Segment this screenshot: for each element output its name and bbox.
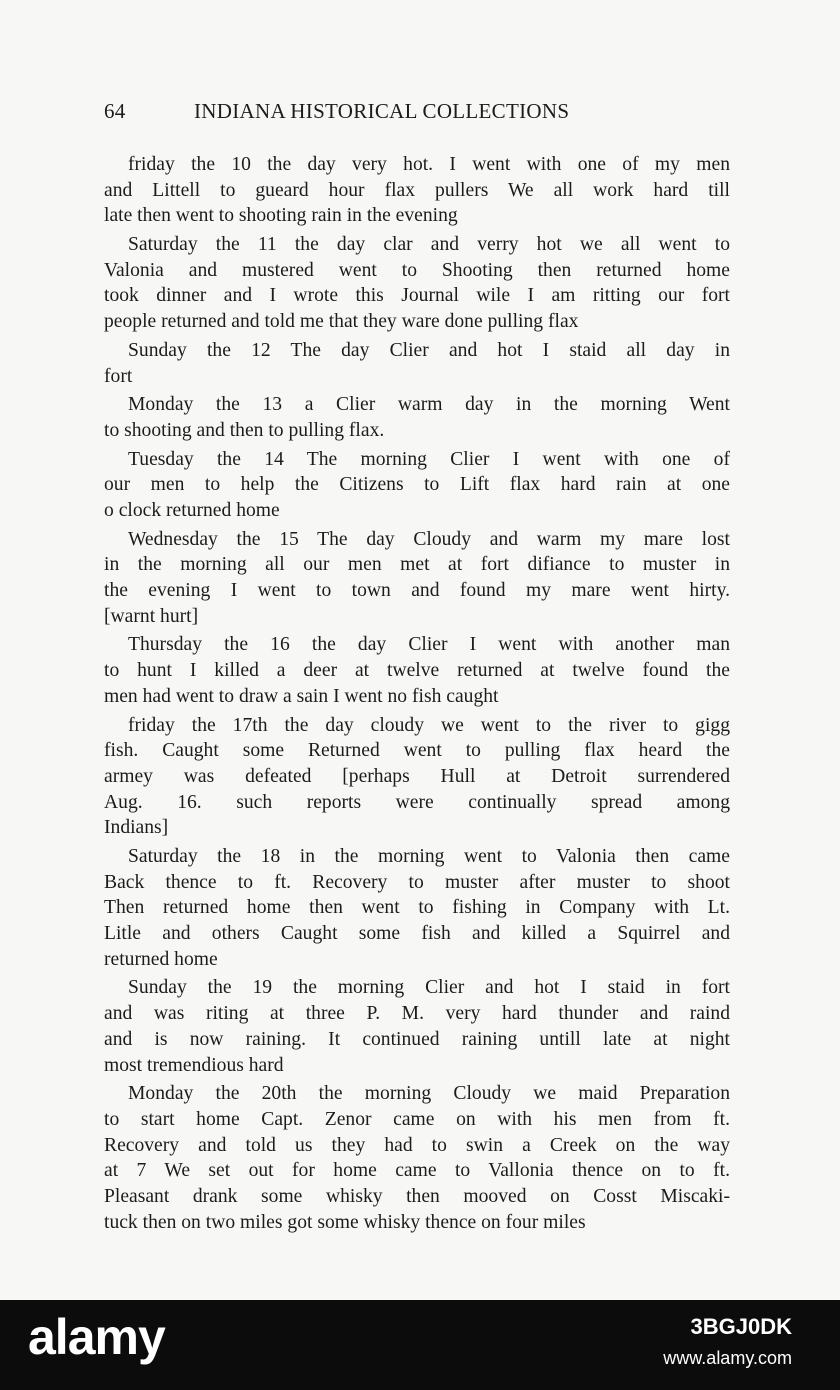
- text-line: returned home: [104, 948, 218, 970]
- text-line: Aug. 16. such reports were continually spread among: [104, 791, 730, 813]
- text-line: Recovery and told us they had to swin a Creek on the way: [104, 1134, 730, 1156]
- text-line: to hunt I killed a deer at twelve returned at twelve found the: [104, 660, 730, 682]
- journal-paragraph: [104, 844, 730, 972]
- stock-watermark-bar: [0, 1300, 840, 1390]
- page-number: 64: [104, 99, 126, 123]
- text-line: Monday the 20th the morning Cloudy we maid Preparation: [128, 1083, 730, 1105]
- text-line: to start home Capt. Zenor came on with his men from ft.: [104, 1108, 730, 1130]
- journal-paragraph: [104, 1081, 730, 1235]
- journal-paragraph: [104, 447, 730, 524]
- text-line: Wednesday the 15 The day Cloudy and warm my mare lost: [128, 528, 730, 550]
- journal-paragraph: [104, 338, 730, 389]
- text-line: late then went to shooting rain in the evening: [104, 205, 458, 227]
- text-line: people returned and told me that they ware done pulling flax: [104, 311, 579, 333]
- text-line: took dinner and I wrote this Journal wile I am ritting our fort: [104, 285, 730, 307]
- text-line: most tremendious hard: [104, 1054, 284, 1076]
- text-line: and is now raining. It continued raining untill late at night: [104, 1028, 730, 1050]
- alamy-logo: alamy: [28, 1309, 165, 1365]
- text-line: Pleasant drank some whisky then mooved on Cosst Miscaki-: [104, 1185, 730, 1207]
- journal-paragraph: [104, 975, 730, 1078]
- journal-text: [104, 152, 730, 1238]
- text-line: Sunday the 12 The day Clier and hot I staid all day in: [128, 339, 730, 361]
- text-line: friday the 17th the day cloudy we went to the river to gigg: [128, 714, 730, 736]
- text-line: Thursday the 16 the day Clier I went with another man: [128, 634, 730, 656]
- text-line: at 7 We set out for home came to Vallonia thence on to ft.: [104, 1160, 730, 1182]
- text-line: Monday the 13 a Clier warm day in the morning Went: [128, 394, 730, 416]
- text-line: to shooting and then to pulling flax.: [104, 419, 385, 441]
- text-line: o clock returned home: [104, 500, 280, 521]
- text-line: Saturday the 11 the day clar and verry hot we all went to: [128, 234, 730, 256]
- journal-paragraph: [104, 152, 730, 229]
- journal-paragraph: [104, 632, 730, 709]
- running-header: [104, 96, 744, 126]
- text-line: tuck then on two miles got some whisky thence on four miles: [104, 1211, 586, 1233]
- text-line: the evening I went to town and found my mare went hirty.: [104, 580, 730, 602]
- text-line: our men to help the Citizens to Lift flax hard rain at one: [104, 474, 730, 496]
- text-line: Indians]: [104, 817, 169, 839]
- text-line: [warnt hurt]: [104, 605, 199, 627]
- text-line: fort: [104, 365, 133, 387]
- text-line: friday the 10 the day very hot. I went with one of my men: [128, 154, 730, 175]
- text-line: armey was defeated [perhaps Hull at Detroit surrendered: [104, 765, 730, 787]
- text-line: Back thence to ft. Recovery to muster after muster to shoot: [104, 871, 730, 893]
- text-line: Valonia and mustered went to Shooting then returned home: [104, 259, 730, 281]
- text-line: Litle and others Caught some fish and killed a Squirrel and: [104, 923, 730, 945]
- text-line: Then returned home then went to fishing in Company with Lt.: [104, 897, 730, 919]
- text-line: Sunday the 19 the morning Clier and hot I staid in fort: [128, 977, 730, 999]
- stock-url: www.alamy.com: [663, 1348, 792, 1368]
- text-line: and was riting at three P. M. very hard thunder and raind: [104, 1003, 730, 1025]
- journal-paragraph: [104, 527, 730, 630]
- text-line: and Littell to gueard hour flax pullers We all work hard till: [104, 179, 730, 201]
- journal-paragraph: [104, 713, 730, 841]
- journal-paragraph: [104, 232, 730, 335]
- text-line: Saturday the 18 in the morning went to Valonia then came: [128, 846, 730, 867]
- running-title: INDIANA HISTORICAL COLLECTIONS: [194, 99, 570, 123]
- journal-paragraph: [104, 392, 730, 443]
- text-line: in the morning all our men met at fort difiance to muster in: [104, 554, 730, 576]
- image-id: 3BGJ0DK: [690, 1314, 792, 1339]
- text-line: men had went to draw a sain I went no fish caught: [104, 685, 499, 707]
- text-line: fish. Caught some Returned went to pulling flax heard the: [104, 740, 730, 762]
- text-line: Tuesday the 14 The morning Clier I went with one of: [128, 448, 730, 470]
